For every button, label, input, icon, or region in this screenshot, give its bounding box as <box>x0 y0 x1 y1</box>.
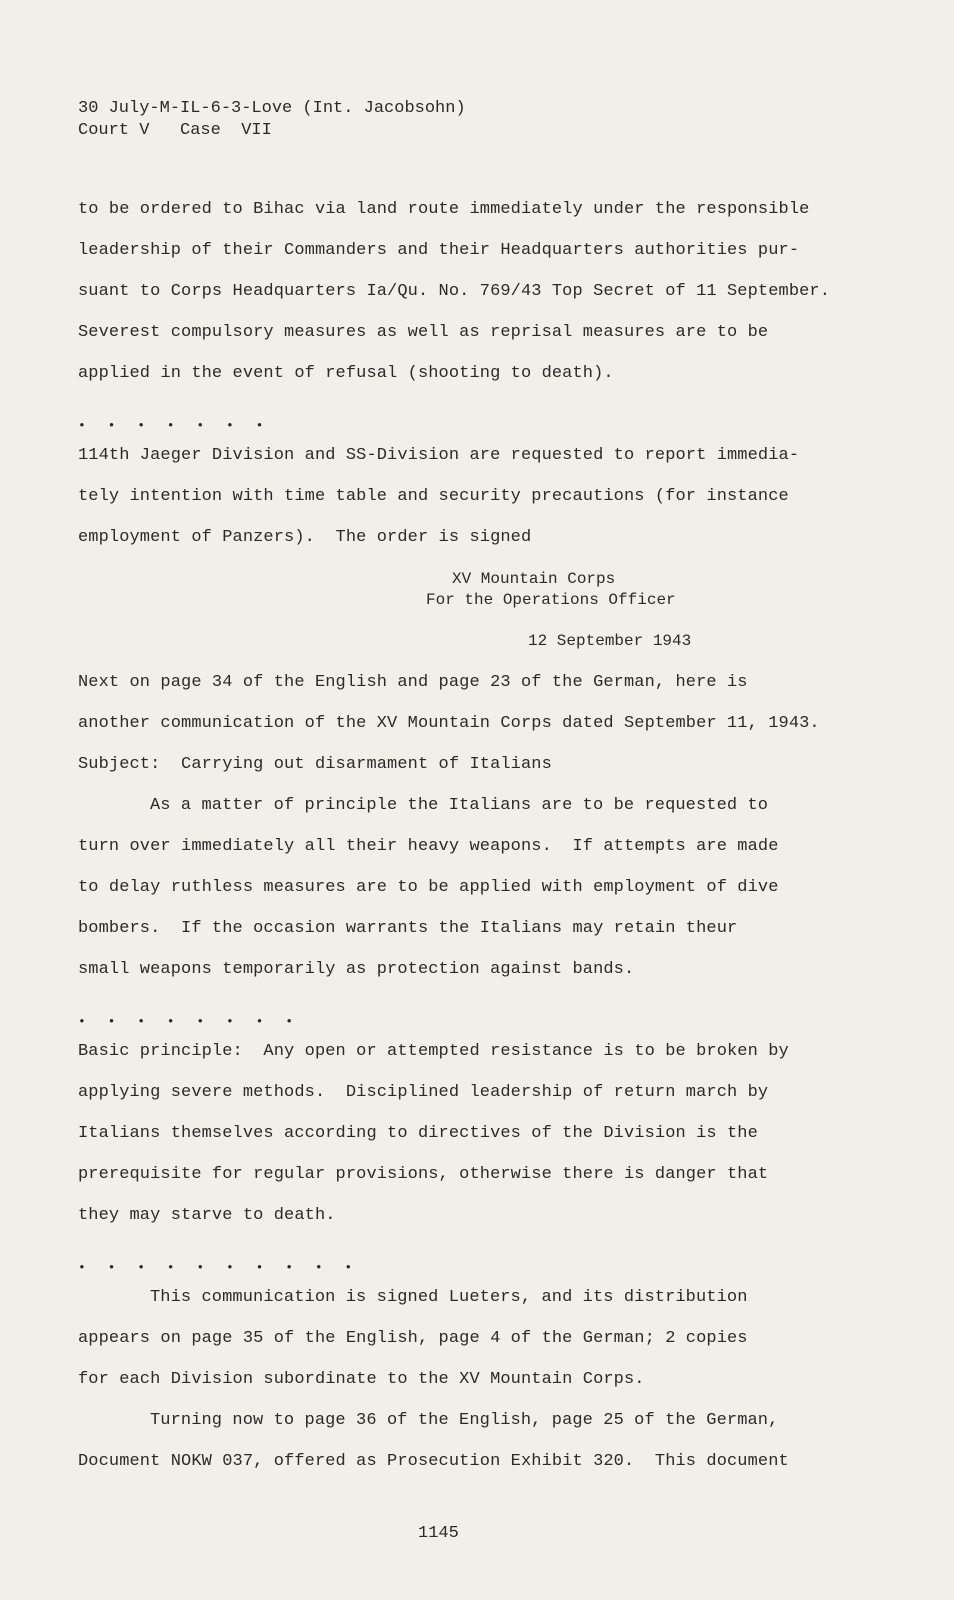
text-line: prerequisite for regular provisions, otherwise there is danger that <box>78 1165 769 1184</box>
header-line-1: 30 July-M-IL-6-3-Love (Int. Jacobsohn) <box>78 99 466 118</box>
signature-date: 12 September 1943 <box>528 632 692 650</box>
text-line: appears on page 35 of the English, page 4 of the German; 2 copies <box>78 1329 748 1348</box>
text-line: applying severe methods. Disciplined leadership of return march by <box>78 1083 769 1102</box>
text-line: applied in the event of refusal (shooting to death). <box>78 364 614 383</box>
ellipsis-divider: • • • • • • • • • • <box>78 1260 360 1275</box>
text-line: to delay ruthless measures are to be applied with employment of dive <box>78 878 779 897</box>
text-line: employment of Panzers). The order is signed <box>78 528 532 547</box>
text-line: Italians themselves according to directives of the Division is the <box>78 1124 758 1143</box>
text-line: Document NOKW 037, offered as Prosecution Exhibit 320. This document <box>78 1452 789 1471</box>
text-line: Severest compulsory measures as well as reprisal measures are to be <box>78 323 769 342</box>
text-line: Next on page 34 of the English and page 23 of the German, here is <box>78 673 748 692</box>
text-line: tely intention with time table and security precautions (for instance <box>78 487 789 506</box>
text-line: bombers. If the occasion warrants the Italians may retain theur <box>78 919 738 938</box>
document-header <box>78 98 466 142</box>
text-line: for each Division subordinate to the XV Mountain Corps. <box>78 1370 645 1389</box>
text-line: small weapons temporarily as protection against bands. <box>78 960 635 979</box>
signature-role: For the Operations Officer <box>426 591 676 609</box>
ellipsis-divider: • • • • • • • • <box>78 1014 301 1029</box>
text-line: Subject: Carrying out disarmament of Italians <box>78 755 552 774</box>
text-line: Turning now to page 36 of the English, page 25 of the German, <box>150 1411 779 1430</box>
text-line: turn over immediately all their heavy weapons. If attempts are made <box>78 837 779 856</box>
text-line: 114th Jaeger Division and SS-Division are requested to report immedia- <box>78 446 800 465</box>
text-line: As a matter of principle the Italians are to be requested to <box>150 796 769 815</box>
text-line: to be ordered to Bihac via land route immediately under the responsible <box>78 200 810 219</box>
header-line-2: Court V Case VII <box>78 121 272 140</box>
text-line: Basic principle: Any open or attempted resistance is to be broken by <box>78 1042 789 1061</box>
signature-org: XV Mountain Corps <box>452 570 616 588</box>
text-line: they may starve to death. <box>78 1206 336 1225</box>
text-line: This communication is signed Lueters, and its distribution <box>150 1288 748 1307</box>
ellipsis-divider: • • • • • • • <box>78 418 271 433</box>
text-line: another communication of the XV Mountain Corps dated September 11, 1943. <box>78 714 820 733</box>
page-number: 1145 <box>418 1524 459 1543</box>
text-line: leadership of their Commanders and their Headquarters authorities pur- <box>78 241 800 260</box>
text-line: suant to Corps Headquarters Ia/Qu. No. 769/43 Top Secret of 11 September. <box>78 282 831 301</box>
